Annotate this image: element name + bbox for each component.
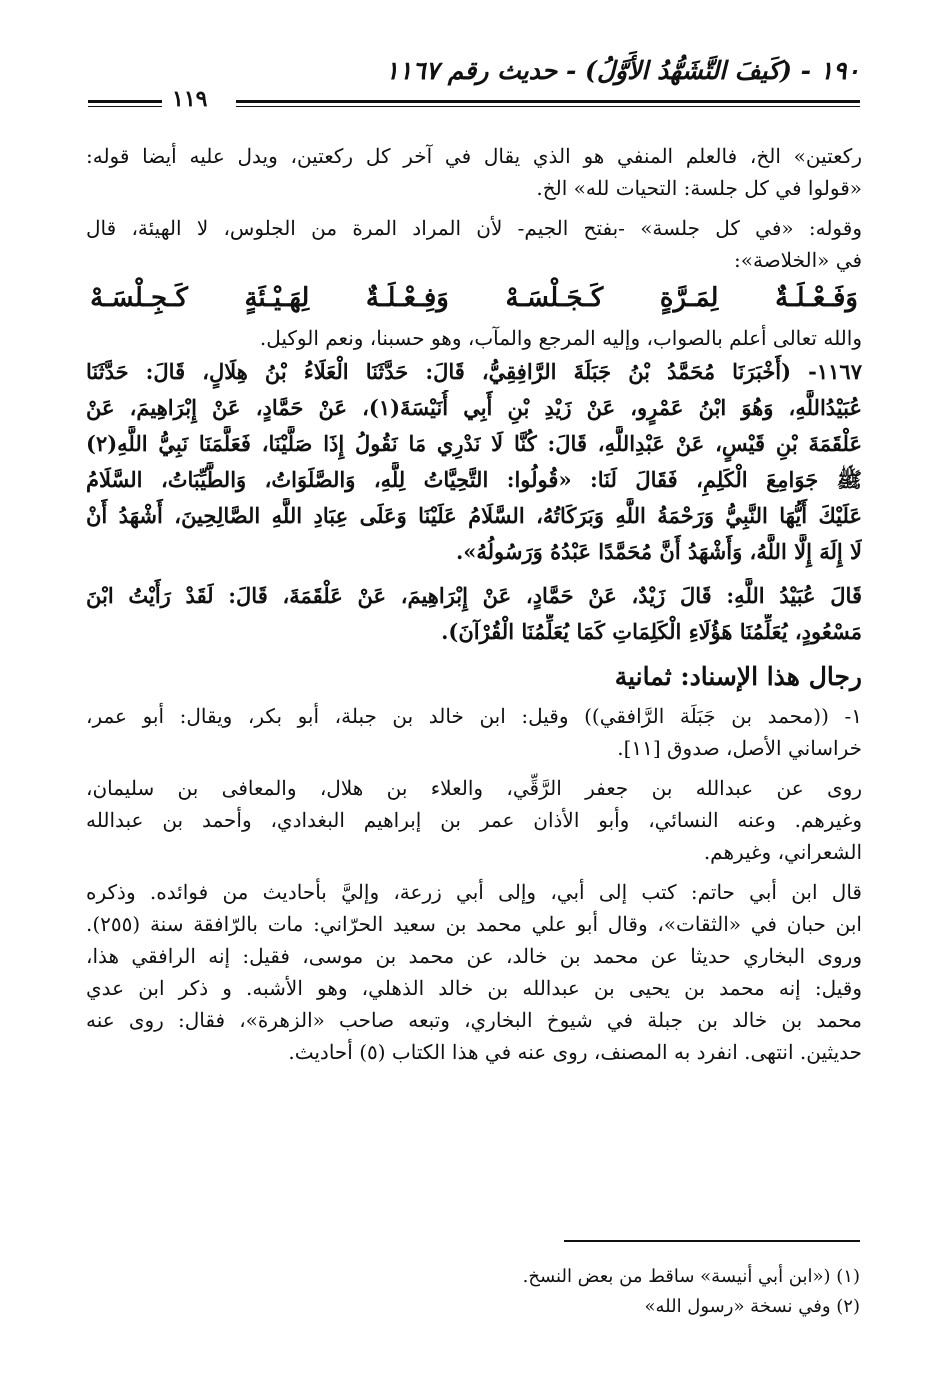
section-title: رجال هذا الإسناد: ثمانية (614, 662, 862, 691)
hadith-text (86, 578, 862, 650)
text-line: خراساني الأصل، صدوق [١١]. (617, 736, 862, 760)
hadith-line: قَالَ عُبَيْدُ اللَّهِ: قَالَ زَيْدٌ، عَنْ حَمَّادٍ، عَنْ إِبْرَاهِيمَ، عَنْ عَلْقَمَةَ، قَالَ: لَقَدْ رَأَيْتُ ابْنَ (86, 583, 862, 608)
hadith-line: مَسْعُودٍ، يُعَلِّمُنَا هَؤُلَاءِ الْكَلِمَاتِ كَمَا يُعَلِّمُنَا الْقُرْآنَ). (441, 619, 862, 644)
hadith-line: عَلْقَمَةَ بْنِ قَيْسٍ، عَنْ عَبْدِاللَّهِ، قَالَ: كُنَّا لَا نَدْرِي مَا نَقُولُ إِذَا صَلَّيْنَا، فَعَلَّمَنَا نَبِيُّ اللَّهِ(٢) (86, 431, 862, 456)
hadith-line: ١١٦٧- (أَخْبَرَنَا مُحَمَّدُ بْنُ جَبَلَةَ الرَّافِقِيُّ، قَالَ: حَدَّثَنَا الْعَلَاءُ بْنُ هِلَالٍ، قَالَ: حَدَّثَنَا (86, 359, 862, 384)
poem-word: وَفِـعْـلَـةٌ (365, 283, 449, 313)
text-line: ابن حبان في «الثقات»، وقال أبو علي محمد بن سعيد الحرّاني: مات بالرّافقة سنة (٢٥٥). (86, 912, 862, 936)
running-title: ١٩٠ - (كَيفَ التَّشَهُّدُ الأَوَّلُ) - حديث رقم ١١٦٧ (385, 56, 860, 85)
footnote: (٢) وفي نسخة «رسول الله» (644, 1296, 860, 1317)
hadith-line: عُبَيْدُاللَّهِ، وَهُوَ ابْنُ عَمْرٍو، عَنْ زَيْدِ بْنِ أَبِي أُنَيْسَةَ(١)، عَنْ حَمَّادٍ، عَنْ إِبْرَاهِيمَ، عَنْ (86, 395, 862, 420)
text-line: وروى البخاري حديثا عن محمد بن خالد، عن محمد بن موسى، فقيل: إنه الرافقي هذا، (86, 944, 862, 968)
header-rule (88, 100, 162, 103)
poem-word: لِهَـيْـئَةٍ (244, 283, 310, 313)
hadith-line: عَلَيْكَ أَيُّهَا النَّبِيُّ وَرَحْمَةُ اللَّهِ وَبَرَكَاتُهُ، السَّلَامُ عَلَيْنَا وَعَلَى عِبَادِ اللَّهِ الصَّالِحِينَ، أَشْهَدُ أَنْ (86, 503, 862, 528)
header-rule (236, 100, 860, 103)
footnote: (١) («ابن أبي أنيسة» ساقط من بعض النسخ. (522, 1266, 860, 1287)
poem-word: لِمَـرَّةٍ (659, 283, 719, 313)
text-line: حديثين. انتهى. انفرد به المصنف، روى عنه في هذا الكتاب (٥) أحاديث. (288, 1040, 862, 1064)
text-line: «قولوا في كل جلسة: التحيات لله» الخ. (536, 176, 862, 200)
text-line: في «الخلاصة»: (734, 248, 862, 272)
text-line: وغيرهم. وعنه النسائي، وأبو الأذان عمر بن إبراهيم البغدادي، وأحمد بن عبدالله (86, 808, 862, 832)
text-line: روى عن عبدالله بن جعفر الرَّقِّي، والعلاء بن هلال، والمعافى بن سليمان، (86, 776, 862, 800)
page-header (88, 56, 860, 116)
text-line: ركعتين» الخ، فالعلم المنفي هو الذي يقال في آخر كل ركعتين، ويدل عليه أيضا قوله: (86, 144, 862, 168)
text-line: ١- ((محمد بن جَبَلَة الرَّافقي)) وقيل: ابن خالد بن جبلة، أبو بكر، ويقال: أبو عمر، (86, 704, 862, 728)
poem-word: وَفَـعْـلَـةٌ (775, 283, 858, 313)
text-line: وقوله: «في كل جلسة» -بفتح الجيم- لأن المراد المرة من الجلوس، لا الهيئة، قال (86, 216, 862, 240)
footnote-separator (564, 1240, 860, 1242)
footnotes (523, 1262, 860, 1322)
paragraph (86, 212, 862, 276)
page-body (86, 140, 862, 1068)
paragraph (86, 322, 862, 354)
paragraph (86, 140, 862, 204)
text-line: وقيل: إنه محمد بن يحيى بن عبدالله بن خالد الذهلي، وهو الأشبه. و ذكر ابن عدي (86, 976, 862, 1000)
text-line: الشعراني، وغيرهم. (703, 840, 862, 864)
text-line: قال ابن أبي حاتم: كتب إلى أبي، وإلى أبي زرعة، وإليَّ بأحاديث من فوائده. وذكره (86, 880, 862, 904)
header-rule (88, 106, 162, 107)
header-rule (236, 106, 860, 107)
poem-word: كَـجَـلْسَـهْ (505, 283, 604, 313)
hadith-line: ﷺ جَوَامِعَ الْكَلِمِ، فَقَالَ لَنَا: «قُولُوا: التَّحِيَّاتُ لِلَّهِ، وَالصَّلَوَاتُ، وَالطَّيِّبَاتُ، السَّلَامُ (86, 467, 862, 492)
hadith-text (86, 354, 862, 570)
paragraph (86, 772, 862, 868)
poem-word: كَـجِـلْسَـهْ (90, 283, 188, 313)
paragraph (86, 876, 862, 1068)
page-number: ١١٩ (172, 86, 208, 112)
text-line: محمد بن خالد بن جبلة في شيوخ البخاري، وتبعه صاحب «الزهرة»، فقال: روى عنه (86, 1008, 862, 1032)
poem-verse (86, 278, 862, 318)
hadith-line: لَا إِلَهَ إِلَّا اللَّهُ، وَأَشْهَدُ أَنَّ مُحَمَّدًا عَبْدُهُ وَرَسُولُهُ». (455, 539, 862, 564)
paragraph (86, 700, 862, 764)
text-line: والله تعالى أعلم بالصواب، وإليه المرجع والمآب، وهو حسبنا، ونعم الوكيل. (259, 326, 862, 350)
